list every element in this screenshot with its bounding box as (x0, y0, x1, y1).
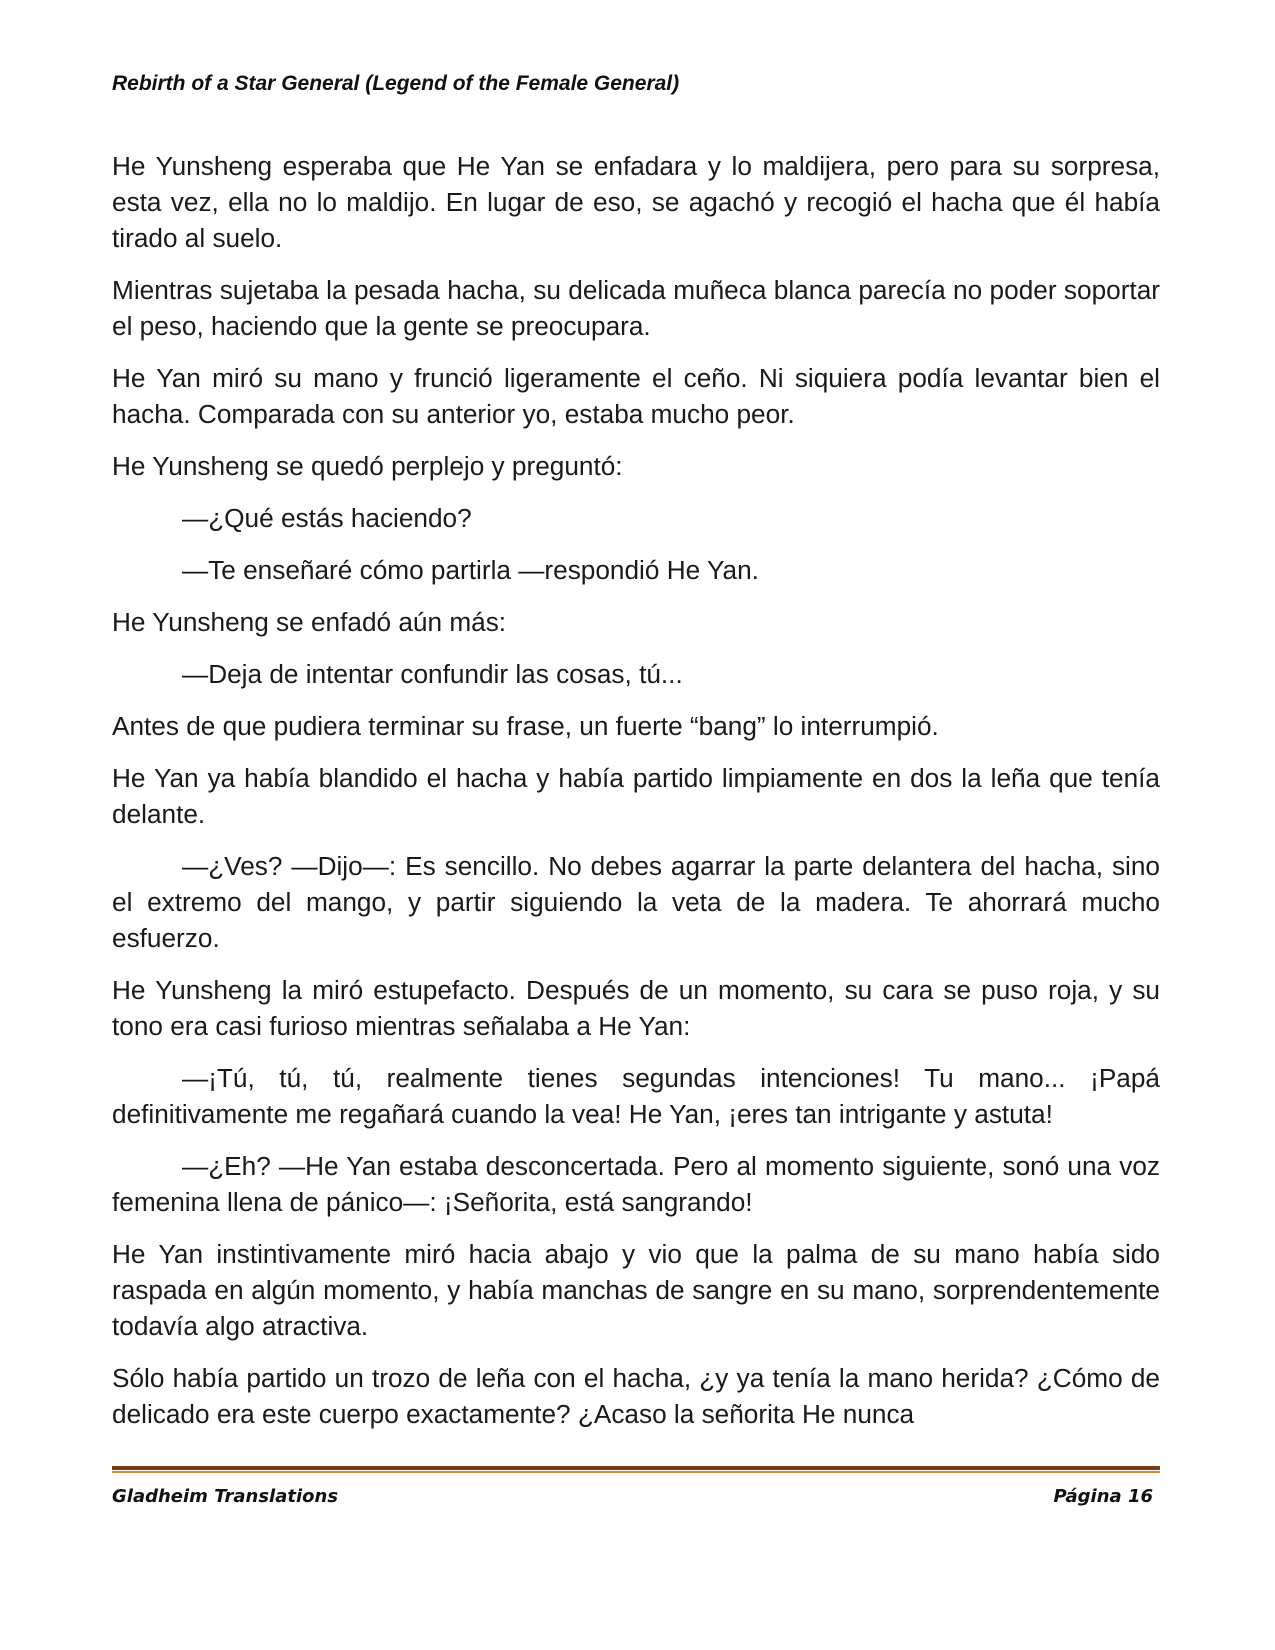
paragraph: He Yan ya había blandido el hacha y había partido limpiamente en dos la leña que tenía delante. (112, 763, 1160, 829)
paragraph: He Yunsheng esperaba que He Yan se enfadara y lo maldijera, pero para su sorpresa, esta vez, ella no lo maldijo. En lugar de eso, se agachó y recogió el hacha que él había tirado al suelo. (112, 151, 1160, 253)
running-header: Rebirth of a Star General (Legend of the Female General) (112, 72, 680, 95)
footer-page-number: Página 16 (1053, 1486, 1153, 1507)
footer-rule (112, 1466, 1160, 1474)
dialogue-paragraph: —¿Qué estás haciendo? (182, 503, 472, 533)
footer-translator: Gladheim Translations (112, 1486, 339, 1507)
paragraph: Antes de que pudiera terminar su frase, un fuerte “bang” lo interrumpió. (112, 711, 939, 741)
paragraph: He Yunsheng se enfadó aún más: (112, 607, 507, 637)
paragraph: He Yunsheng la miró estupefacto. Después de un momento, su cara se puso roja, y su tono era casi furioso mientras señalaba a He Yan: (112, 975, 1160, 1041)
footer-rule-thin-line (112, 1471, 1160, 1473)
dialogue-paragraph: —¡Tú, tú, tú, realmente tienes segundas intenciones! Tu mano... ¡Papá definitivamente me regañará cuando la vea! He Yan, ¡eres tan intrigante y astuta! (112, 1063, 1160, 1129)
dialogue-paragraph: —Te enseñaré cómo partirla —respondió He Yan. (182, 555, 759, 585)
document-body (112, 148, 1160, 1448)
paragraph: Sólo había partido un trozo de leña con el hacha, ¿y ya tenía la mano herida? ¿Cómo de delicado era este cuerpo exactamente? ¿Acaso la señorita He nunca (112, 1363, 1160, 1429)
paragraph: He Yan instintivamente miró hacia abajo y vio que la palma de su mano había sido raspada en algún momento, y había manchas de sangre en su mano, sorprendentemente todavía algo atractiva. (112, 1239, 1160, 1341)
dialogue-paragraph: —¿Ves? —Dijo—: Es sencillo. No debes agarrar la parte delantera del hacha, sino el extremo del mango, y partir siguiendo la veta de la madera. Te ahorrará mucho esfuerzo. (112, 851, 1160, 953)
dialogue-paragraph: —Deja de intentar confundir las cosas, tú... (182, 659, 683, 689)
paragraph: Mientras sujetaba la pesada hacha, su delicada muñeca blanca parecía no poder soportar el peso, haciendo que la gente se preocupara. (112, 275, 1160, 341)
paragraph: He Yunsheng se quedó perplejo y preguntó: (112, 451, 623, 481)
dialogue-paragraph: —¿Eh? —He Yan estaba desconcertada. Pero al momento siguiente, sonó una voz femenina llena de pánico—: ¡Señorita, está sangrando! (112, 1151, 1160, 1217)
paragraph: He Yan miró su mano y frunció ligeramente el ceño. Ni siquiera podía levantar bien el hacha. Comparada con su anterior yo, estaba mucho peor. (112, 363, 1160, 429)
